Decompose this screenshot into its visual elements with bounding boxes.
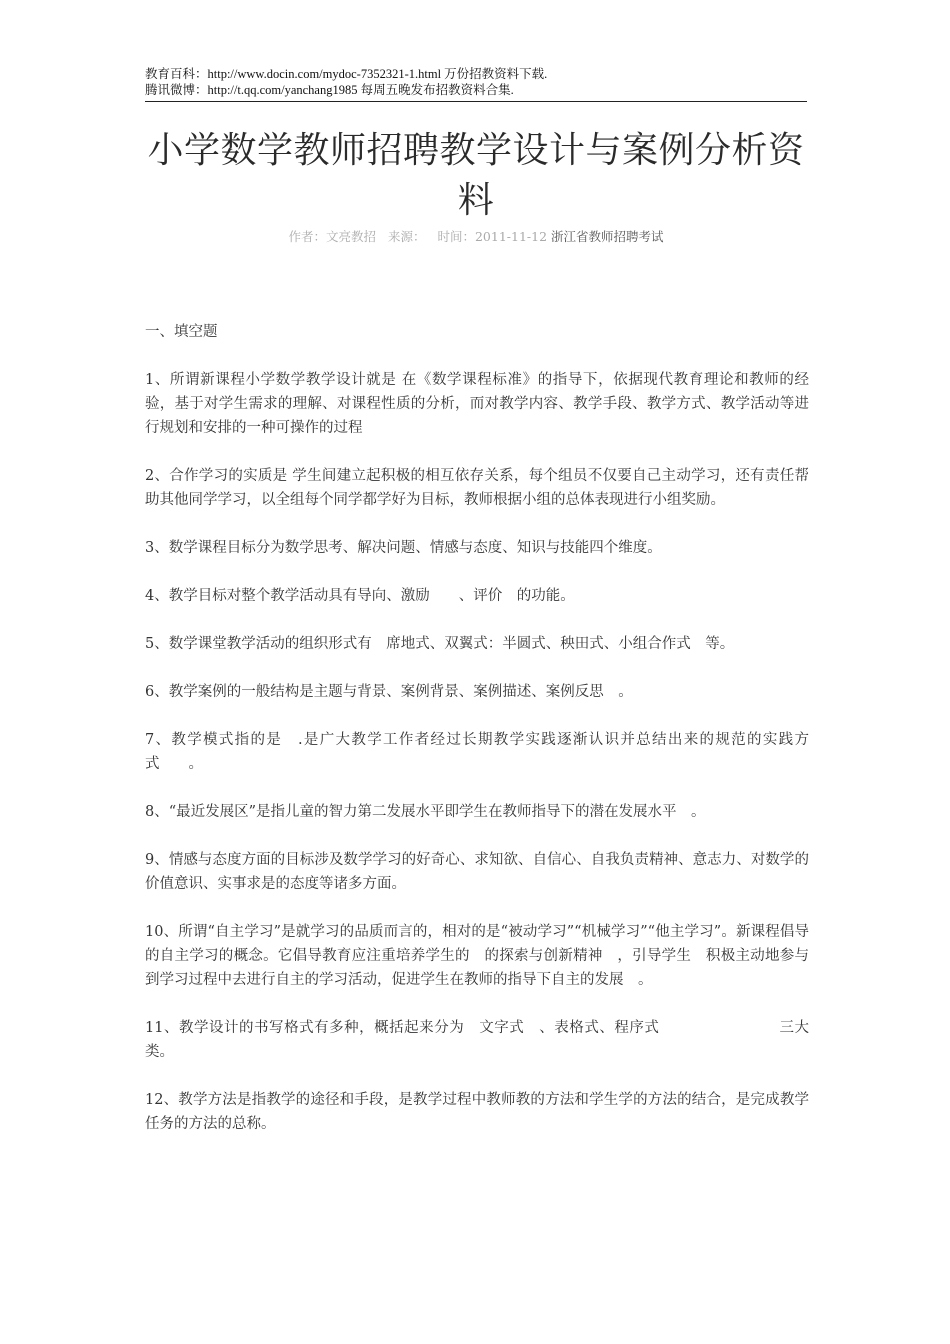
header-line-docin: 教育百科：http://www.docin.com/mydoc-7352321-1.html 万份招教资料下载. — [145, 67, 548, 81]
list-item: 6、教学案例的一般结构是主题与背景、案例背景、案例描述、案例反思 。 — [145, 684, 633, 700]
section-heading: 一、填空题 — [145, 324, 218, 340]
article-body — [145, 320, 809, 1160]
header-divider — [145, 101, 807, 102]
list-item: 2、合作学习的实质是 学生间建立起积极的相互依存关系，每个组员不仅要自己主动学习，还有责任帮助其他同学学习，以全组每个同学都学好为目标，教师根据小组的总体表现进行小组奖励。 — [145, 468, 809, 508]
meta-time: 时间：2011-11-12 — [437, 229, 548, 244]
list-item: 3、数学课程目标分为数学思考、解决问题、情感与态度、知识与技能四个维度。 — [145, 540, 662, 556]
list-item: 5、数学课堂教学活动的组织形式有 席地式、双翼式：半圆式、秧田式、小组合作式 等。 — [145, 636, 735, 652]
list-item: 11、教学设计的书写格式有多种，概括起来分为 文字式 、表格式、程序式 三大类。 — [145, 1020, 809, 1060]
article-meta — [145, 229, 807, 245]
meta-author: 作者：文亮教招 — [288, 229, 376, 244]
meta-source: 来源： — [387, 229, 426, 244]
meta-publisher: 浙江省教师招聘考试 — [551, 229, 664, 244]
page-title: 小学数学教师招聘教学设计与案例分析资料 — [147, 130, 805, 221]
list-item: 9、情感与态度方面的目标涉及数学学习的好奇心、求知欲、自信心、自我负责精神、意志力、对数学的价值意识、实事求是的态度等诸多方面。 — [145, 852, 809, 892]
list-item: 7、教学模式指的是 .是广大教学工作者经过长期教学实践逐渐认识并总结出来的规范的实践方式 。 — [145, 732, 809, 772]
list-item: 1、所谓新课程小学数学教学设计就是 在《数学课程标准》的指导下，依据现代教育理论和教师的经验，基于对学生需求的理解、对课程性质的分析，而对教学内容、教学手段、教学方式、教学活动等进行规划和安排的一种可操作的过程 — [145, 372, 809, 436]
list-item: 8、“最近发展区”是指儿童的智力第二发展水平即学生在教师指导下的潜在发展水平 。 — [145, 804, 706, 820]
header-line-weibo: 腾讯微博：http://t.qq.com/yanchang1985 每周五晚发布招教资料合集. — [145, 83, 514, 97]
list-item: 12、教学方法是指教学的途径和手段，是教学过程中教师教的方法和学生学的方法的结合，是完成教学任务的方法的总称。 — [145, 1092, 809, 1132]
page-header — [145, 66, 807, 98]
list-item: 4、教学目标对整个教学活动具有导向、激励 、评价 的功能。 — [145, 588, 575, 604]
list-item: 10、所谓“自主学习”是就学习的品质而言的，相对的是“被动学习”“机械学习”“他主学习”。新课程倡导的自主学习的概念。它倡导教育应注重培养学生的 的探索与创新精神 ，引导学生 积极主动地参与到学习过程中去进行自主的学习活动，促进学生在教师的指导下自主的发展 。 — [145, 924, 809, 988]
